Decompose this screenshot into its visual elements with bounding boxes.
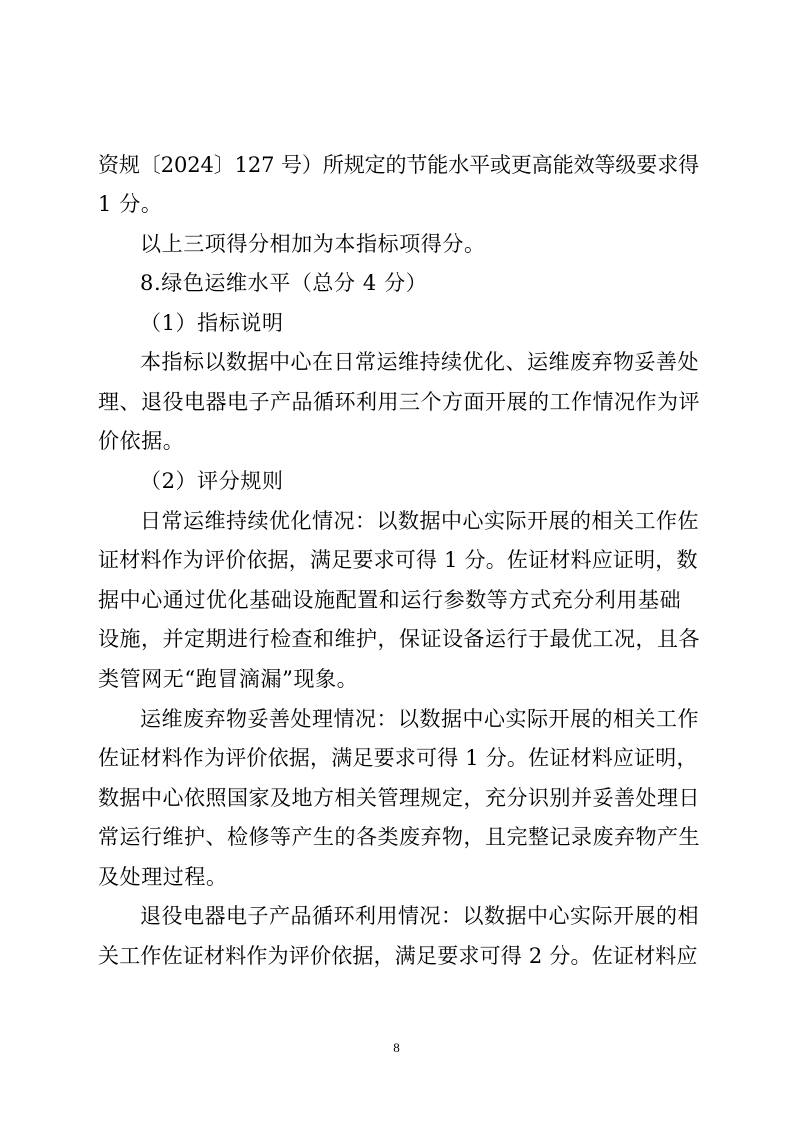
text-line: 以上三项得分相加为本指标项得分。 (140, 232, 486, 256)
text-line: 本指标以数据中心在日常运维持续优化、运维废弃物妥善处 (140, 350, 699, 374)
text-line: 运维废弃物妥善处理情况：以数据中心实际开展的相关工作 (140, 707, 699, 731)
text-line: 1 分。 (98, 192, 163, 216)
text-line: 价依据。 (98, 429, 185, 453)
subsection-heading: （2）评分规则 (140, 469, 284, 493)
text-line: 关工作佐证材料作为评价依据，满足要求可得 2 分。佐证材料应 (98, 944, 698, 968)
subsection-heading: （1）指标说明 (140, 311, 284, 335)
text-line: 理、退役电器电子产品循环利用三个方面开展的工作情况作为评 (98, 390, 700, 414)
text-line: 资规〔2024〕127 号）所规定的节能水平或更高能效等级要求得 (98, 153, 699, 177)
text-line: 数据中心依照国家及地方相关管理规定，充分识别并妥善处理日 (98, 786, 700, 810)
text-line: 证材料作为评价依据，满足要求可得 1 分。佐证材料应证明，数 (98, 548, 698, 572)
text-line: 退役电器电子产品循环利用情况：以数据中心实际开展的相 (140, 904, 699, 928)
text-line: 及处理过程。 (98, 865, 228, 889)
text-line: 佐证材料作为评价依据，满足要求可得 1 分。佐证材料应证明， (98, 746, 698, 770)
page-number: 8 (393, 1040, 400, 1055)
text-line: 日常运维持续优化情况：以数据中心实际开展的相关工作佐 (140, 509, 699, 533)
text-line: 设施，并定期进行检查和维护，保证设备运行于最优工况，且各 (98, 627, 700, 651)
text-line: 常运行维护、检修等产生的各类废弃物，且完整记录废弃物产生 (98, 825, 700, 849)
text-line: 类管网无“跑冒滴漏”现象。 (98, 667, 359, 691)
section-heading: 8.绿色运维水平（总分 4 分） (140, 271, 428, 295)
text-line: 据中心通过优化基础设施配置和运行参数等方式充分利用基础 (98, 588, 682, 612)
